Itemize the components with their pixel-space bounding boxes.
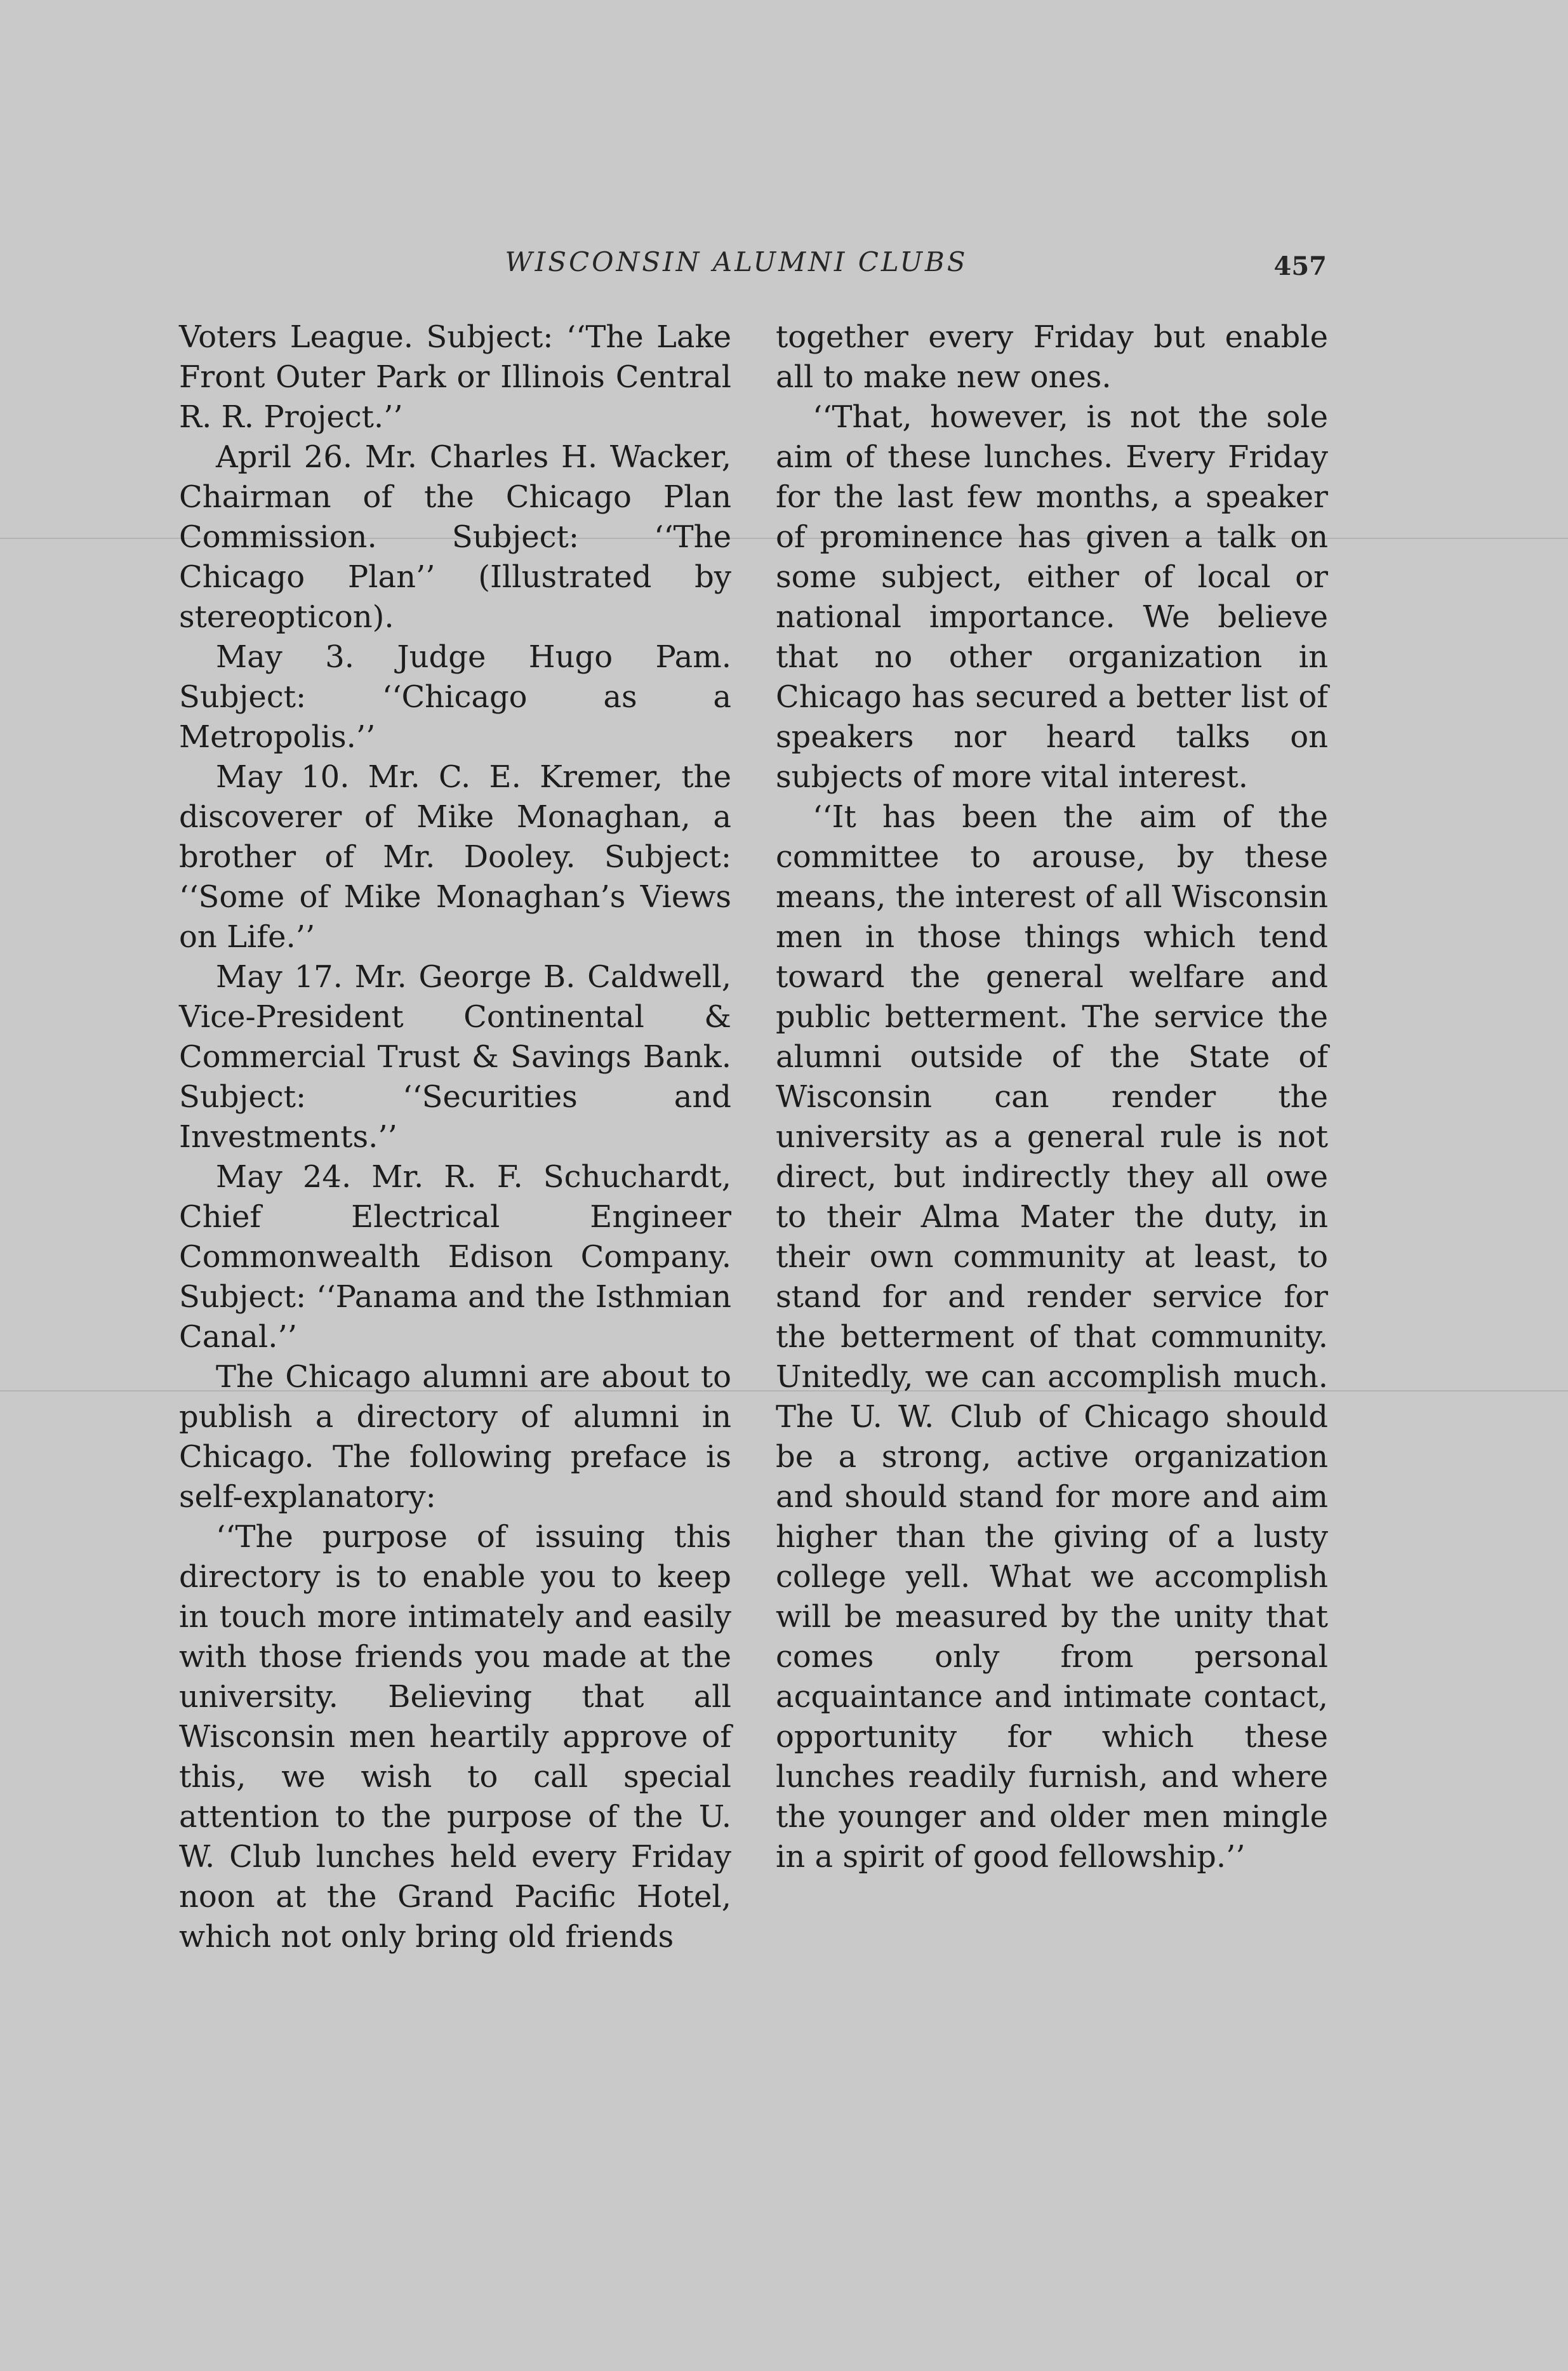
page-number: 457 [1273, 251, 1327, 281]
paragraph: May 10. Mr. C. E. Kremer, the discoverer of Mike Monaghan, a brother of Mr. Dooley. Subject: ‘‘Some of Mike Monaghan’s Views on Life.’’ [179, 759, 731, 955]
paragraph: May 17. Mr. George B. Caldwell, Vice-President Continental & Commercial Trust & Savings Bank. Subject: ‘‘Securities and Investments.’’ [179, 959, 731, 1155]
paragraph: April 26. Mr. Charles H. Wacker, Chairman of the Chicago Plan Commission. Subject: ‘‘The Chicago Plan’’ (Illustrated by stereopticon). [179, 439, 731, 635]
running-header-title: WISCONSIN ALUMNI CLUBS [505, 246, 968, 277]
paragraph: ‘‘It has been the aim of the committee to arouse, by these means, the interest of all Wisconsin men in those things which tend toward the general welfare and public betterment. The service the alumni outside of the State of Wisconsin can render the university as a general rule is not direct, but indirectly they all owe to their Alma Mater the duty, in their own community at least, to stand for and render service for the betterment of that community. Unitedly, we can accomplish much. The U. W. Club of Chicago should be a strong, active organization and should stand for more and aim higher than the giving of a lusty college yell. What we accomplish will be measured by the unity that comes only from personal acquaintance and intimate contact, opportunity for which these lunches readily furnish, and where the younger and older men mingle in a spirit of good fellowship.’’ [776, 799, 1328, 1875]
paragraph: together every Friday but enable all to make new ones. [776, 319, 1328, 395]
left-column [179, 317, 731, 1957]
paragraph: ‘‘The purpose of issuing this directory is to enable you to keep in touch more intimately and easily with those friends you made at the university. Believing that all Wisconsin men heartily approve of this, we wish to call special attention to the purpose of the U. W. Club lunches held every Friday noon at the Grand Pacific Hotel, which not only bring old friends [179, 1519, 731, 1955]
paragraph: The Chicago alumni are about to publish a directory of alumni in Chicago. The following preface is self-explanatory: [179, 1359, 731, 1515]
paragraph: May 24. Mr. R. F. Schuchardt, Chief Electrical Engineer Commonwealth Edison Company. Subject: ‘‘Panama and the Isthmian Canal.’’ [179, 1159, 731, 1355]
paragraph: ‘‘That, however, is not the sole aim of these lunches. Every Friday for the last few months, a speaker of prominence has given a talk on some subject, either of local or national importance. We believe that no other organization in Chicago has secured a better list of speakers nor heard talks on subjects of more vital interest. [776, 399, 1328, 795]
right-column [776, 317, 1328, 1877]
paragraph: Voters League. Subject: ‘‘The Lake Front Outer Park or Illinois Central R. R. Project.’’ [179, 319, 731, 435]
paragraph: May 3. Judge Hugo Pam. Subject: ‘‘Chicago as a Metropolis.’’ [179, 639, 731, 755]
